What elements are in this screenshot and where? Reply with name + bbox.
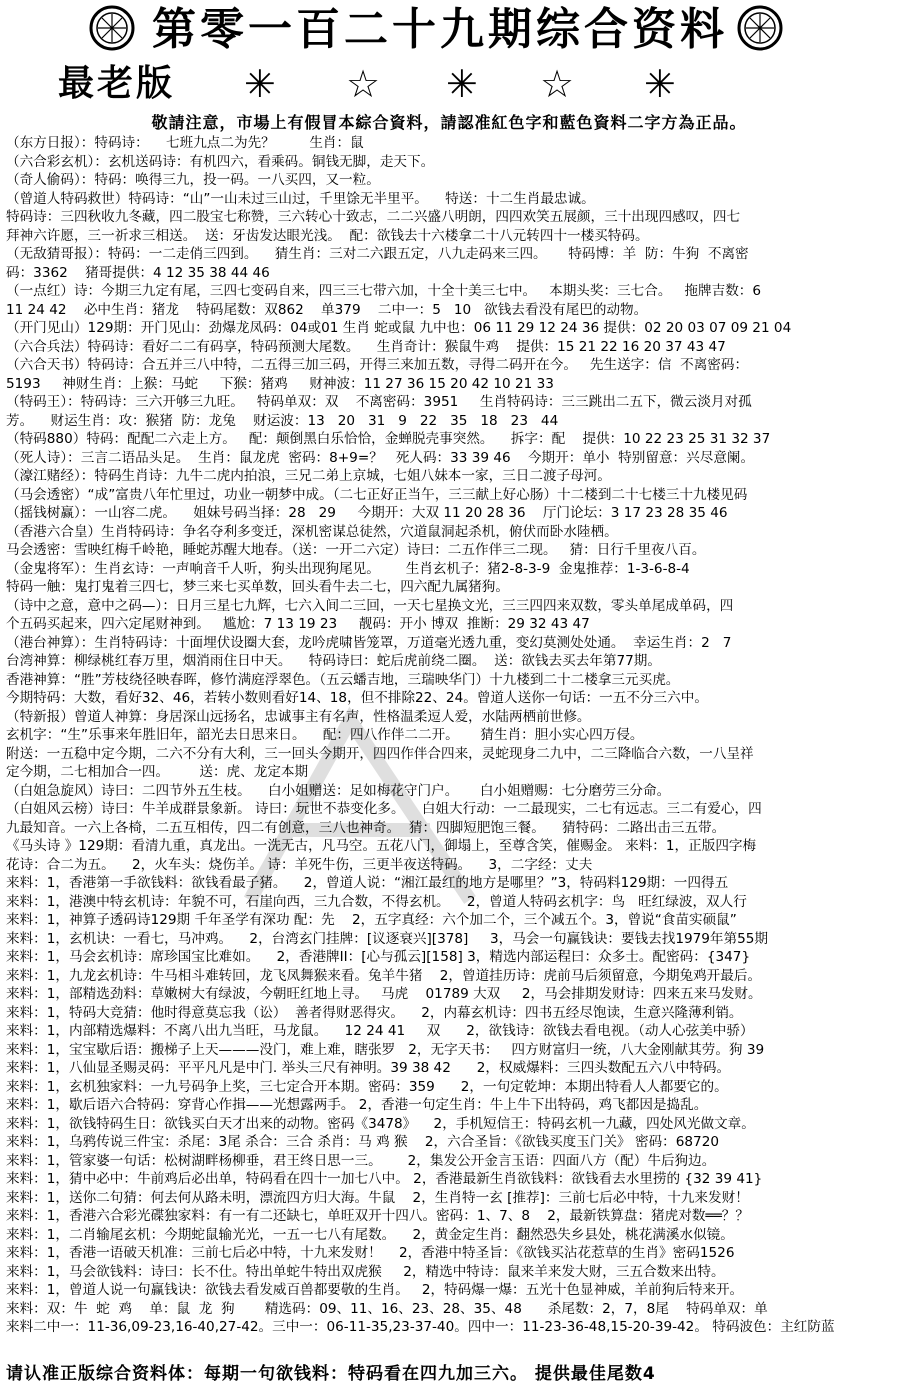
content-line: 特码诗：三四秋收九冬藏，四二股宝七称赞，三六转心十致志，二二兴盛八明朗，四四欢笑五展颜，三十出现四感叹，四七 <box>6 209 741 225</box>
content-line: （曾道人特码救世）特码诗：“山”一山未过三山过，千里馀无半里平。 特送：十二生肖最忠诚。 <box>6 190 595 207</box>
content-line: 来料：1，猜中必中：牛前鸡后必出单，特码看在四十一加七八中。 2，香港最新生肖欲钱料：欲钱看去水里捞的 {32 39 41} <box>6 1171 763 1187</box>
content-line: （无敌猜哥报）：特码：一二走俏三四到。 猜生肖：三对二六跟五定，八九走码来三四。 特码博：羊 防：牛狗 不离密 <box>6 246 749 262</box>
content-line: 《马头诗 》129期：看清九重，真龙出。一洗无古，凡马空。五花八门，御塌上，至尊含笑，催赐金。 来料：1，正版四字梅 <box>6 838 757 854</box>
content-line: 来料：1，马会玄机诗：席珍国宝比难如。 2，香港牌II：[心与孤云][158] 3，精选内部运程曰：众多士。配密码：{347} <box>6 949 751 965</box>
content-line: 特码一触：鬼打鬼着三四七，梦三来七买单数，回头看牛去二七，四六配九属猪狗。 <box>6 579 509 595</box>
content-line: 玄机字：“生”乐事来年胜旧年，韶光去日思来日。 配：四八作伴二二开。 猜生肖：胆小实心四万侵。 <box>6 727 644 743</box>
content-line: （特码王）：特码诗：三六开够三九旺。 特码单双：双 不离密码：3951 生肖特码诗：三三跳出二五下，微云淡月对孤 <box>6 394 752 410</box>
star-burst-icon: ✳ <box>644 62 676 106</box>
content-line: 来料：1，曾道人说一句赢钱诀：欲钱去看发威百兽都要敬的生肖。 2，特码爆一爆：五光十色显神威，羊前狗后特来开。 <box>6 1282 744 1298</box>
star-burst-icon: ✳ <box>244 62 276 106</box>
page-title: 第零一百二十九期综合资料 <box>152 4 728 55</box>
content-line: （诗中之意，意中之码—）：日月三星七九辉，七六入间二三回，一天七星换文光，三三四四来双数，零头单尾成单码，四 <box>6 597 734 614</box>
content-line: 来料：1，部精选劲料：草嫩树大有绿波，今朝旺红地上寻。 马虎 01789 大双 2，马会排期发财诗：四来五来马发财。 <box>6 986 762 1002</box>
header <box>0 0 898 60</box>
content-line: 来料：1，九龙玄机诗：牛马相斗难转回，龙飞凤舞猴来看。兔羊牛猪 2，曾道挂历诗：虎前马后须留意，今期兔鸡开最后。 <box>6 967 762 984</box>
content-line: 来料：1，内部精选爆料：不离八出九当旺，马龙鼠。 12 24 41 双 2，欲钱诗：欲钱去看电视。（动人心弦美中骄） <box>6 1023 754 1039</box>
content-line: 来料：1，港澳中特玄机诗：年貌不可，石崖向西，三九合数，不得玄机。 2，曾道人特码玄机字：鸟 旺红绿波，双人行 <box>6 893 747 910</box>
content-line: （白姐风云榜）诗曰：牛羊成群景象新。 诗曰：玩世不恭变化多。 白姐大行动：一二最现实，二七有远志。三二有爱心，四 <box>6 801 762 817</box>
content-line: 来料：1，神算子透码诗129期 千年圣学有深功 配：先 2，五字真经：六个加二个，三个减五个。3，曾说“食苗实硕鼠” <box>6 912 737 928</box>
star-burst-icon: ✳ <box>446 62 478 106</box>
content-line: 个五码买起来，四六定尾财神到。 尴尬：7 13 19 23 靓码：开小 博双 推断：29 32 43 47 <box>6 616 590 632</box>
logo-seal-icon <box>736 4 784 52</box>
content-line: 来料：1，欲钱特码生日：欲钱买白天才出来的动物。密码《3478》 2，手机短信王：特码玄机一九藏，四处风光做文章。 <box>6 1115 755 1132</box>
content-line: （金鬼将军）：生肖玄诗：一声响音千人听，狗头出现狗尾见。 生肖玄机子：猪2-8-3-9 金鬼推荐：1-3-6-8-4 <box>6 560 690 577</box>
content-line: 来料：1，二肖输尾玄机：今期蛇鼠输光光，一五一七八有尾数。 2，黄金定生肖：翻然恐失乡县处，桃花满溪水似镜。 <box>6 1226 734 1243</box>
content-line: 来料：1，送你二句猜：何去何从路未明，漂流四方归大海。牛鼠 2，生肖特一玄 [推荐]：三前七后必中特，十九来发财！ <box>6 1189 749 1206</box>
content-line: （死人诗）：三言二语品头足。 生肖：鼠龙虎 密码：8+9=？ 死人码：33 39 46 今期开：单小 特别留意：兴尽意阑。 <box>6 449 755 466</box>
content-line: （香港六合皇）生肖特码诗：争名夺利多变迁，深机密谋总徒然，穴道鼠洞起杀机，俯伏而卧水陸栖。 <box>6 523 618 540</box>
footer-banner: 请认准正版综合资料体：每期一句欲钱料：特码看在四九加三六。 提供最佳尾数4 <box>6 1364 656 1384</box>
content-line: 台湾神算：柳绿桃红春万里，烟消雨住日中天。 特码诗曰：蛇后虎前绕二圈。 送：欲钱去买去年第77期。 <box>6 653 661 669</box>
content-line: 来料：1，宝宝歇后语：搬梯子上天———没门，难上难，瞎张罗 2，无字天书： 四方财富归一统，八大金刚献其劳。狗 39 <box>6 1041 765 1058</box>
star-outline-icon: ☆ <box>540 62 575 106</box>
content-line: 来料：1，特码大竞猜：他时得意莫忘我（讼） 善者得财恶得灾。 2，内幕玄机诗：四书五经尽饱读，生意兴隆薄利销。 <box>6 1004 743 1021</box>
content-line: 来料：1，香港第一手欲钱料：欲钱看最子猪。 2，曾道人说：“湘江最红的地方是哪里？”3，特码料129期：一四得五 <box>6 875 729 891</box>
content-body <box>6 134 892 1356</box>
content-line: 香港神算：“胜”芳枝绕径映春晖，修竹满庭浮翠色。（五云蟠吉地，三瑞映华门）十九楼到二十二楼拿三元买虎。 <box>6 671 680 688</box>
content-line: 花诗：合二为五。 2，火车头：烧伤羊。 诗：羊死牛伤，三更半夜送特码。 3，二字经：丈夫 <box>6 856 593 873</box>
content-line: 来料：1，香港一语破天机准：三前七后必中特，十九来发财！ 2，香港中特圣旨：《欲钱买沾花惹草的生肖》密码1526 <box>6 1245 735 1261</box>
content-line: 11 24 42 必中生肖：猪龙 特码尾数：双862 单379 二中一：5 10 欲钱去看没有尾巴的动物。 <box>6 301 648 318</box>
content-line: （特新报）曾道人神算：身居深山远扬名，忠诚事主有名声，性格温柔逗人爱，水陆两栖前世修。 <box>6 708 591 725</box>
content-line: 马会透密：雪映红梅千岭艳，睡蛇苏醒大地春。（送：一开二六定）诗曰：二五作伴三二现。 猜：日行千里夜八百。 <box>6 542 706 558</box>
content-line: 5193 神财生肖：上猴：马蛇 下猴：猪鸡 财神波：11 27 36 15 20 42 10 21 33 <box>6 375 554 392</box>
content-line: 今期特码：大数，看好32、46，若转小数则看好14、18，但不排除22、24。曾道人送你一句话：一五不分三六中。 <box>6 690 708 706</box>
star-outline-icon: ☆ <box>346 62 381 106</box>
authenticity-notice: 敬請注意，市場上有假冒本綜合資料，請認准紅色字和藍色資料二字方為正品。 <box>151 113 747 132</box>
content-line: （特码880）特码：配配二六走上方。 配：颠倒黑白乐恰恰，金蝉脱壳事突然。 拆字：配 提供：10 22 23 25 31 32 37 <box>6 431 771 447</box>
content-line: 来料：1，管家婆一句话：松树湖畔杨柳垂，君王终日思一三。 2，集发公开金言玉语：四面八方（配）牛后狗边。 <box>6 1152 716 1169</box>
content-line: 来料：1，歇后语六合特码：穿背心作揖——光想露两手。 2，香港一句定生肖：牛上牛下出特码，鸡飞都因是捣乱。 <box>6 1097 708 1113</box>
content-line: 拜神六许愿，三一祈求三相送。 送：牙齿发达眼光浅。 配：欲钱去十六楼拿二十八元转四十一楼买特码。 <box>6 227 649 244</box>
content-line: （六合彩玄机）：玄机送码诗：有机四六，看乘码。铜钱无脚，走天下。 <box>6 153 435 170</box>
content-line: 来料二中一：11-36,09-23,16-40,27-42。三中一：06-11-35,23-37-40。四中一：11-23-36-48,15-20-39-42。 特码波色：主红防蓝 <box>6 1319 835 1335</box>
content-line: 码：3362 猪哥提供：4 12 35 38 44 46 <box>6 264 270 281</box>
content-line: 来料：1，乌鸦传说三件宝：杀尾：3尾 杀合：三合 杀肖：马 鸡 猴 2，六合圣旨：《欲钱买度玉门关》 密码：68720 <box>6 1134 719 1150</box>
content-line: （一点红）诗：今期三九定有尾，三四七变码自来，四三三七带六加，十全十美三七中。 本期头奖：三七合。 拖牌吉数：6 <box>6 283 762 299</box>
content-line: 来料：1，八仙显圣赐灵码：平平凡凡是中门. 举头三尺有神明。39 38 42 2，权威爆料：三四头数配五六八中特码。 <box>6 1060 731 1076</box>
content-line: 来料：1，马会欲钱料：诗曰：长不仕。特出单蛇牛特出双虎猴 2，精选中特诗：鼠来羊来发大财，三五合数来出特。 <box>6 1263 725 1280</box>
content-line: 来料：1，玄机独家料：一九号码争上奖，三七定合开本期。密码：359 2，一句定乾坤：本期出特看人人都要它的。 <box>6 1078 728 1095</box>
content-line: （开门见山）129期：开门见山：劲爆龙凤码：04或01 生肖 蛇或鼠 九中也：06 11 29 12 24 36 提供：02 20 03 07 09 21 04 <box>6 320 792 336</box>
content-line: 来料：1，玄机诀：一看七，马冲鸡。 2，台湾玄门挂牌：[议逐衰兴][378] 3，马会一句赢钱诀：要钱去找1979年第55期 <box>6 930 769 947</box>
content-line: （东方日报）：特码诗： 七班九点二为先？ 生肖：鼠 <box>6 135 364 151</box>
content-line: （六合天书）特码诗：合五并三八中特，二五得三加三码，开得三来加五数，寻得二码开在今。 先生送字：信 不离密码： <box>6 357 749 373</box>
content-line: （马会透密）“成”富贵八年忙里过，功业一朝梦中成。（二七正好正当午，三三献上好心肠）十二楼到二十七楼三十九楼见码 <box>6 486 748 503</box>
edition-label: 最老版 <box>58 63 176 104</box>
content-line: （六合兵法）特码诗：看好二二有码享，特码预测大尾数。 生肖奇计：猴鼠牛鸡 提供：15 21 22 16 20 37 43 47 <box>6 338 726 355</box>
logo-seal-icon <box>88 4 136 52</box>
content-line: 定今期，二七相加合一四。 送：虎、龙定本期 <box>6 764 309 780</box>
content-line: 附送：一五稳中定今期，二六不分有大利，三一回头今期开，四四作伴合四来，灵蛇现身二九中，二三降临合六数，一八呈祥 <box>6 745 754 762</box>
content-line: 芳。 财运生肖：攻：猴猪 防：龙兔 财运波：13 20 31 9 22 35 18 23 44 <box>6 412 559 429</box>
edition-row <box>0 60 898 110</box>
content-line: （摇钱树赢）：一山容二虎。 姐妹号码当择：28 29 今期开：大双 11 20 28 36 厅门论坛：3 17 23 28 35 46 <box>6 505 728 521</box>
content-line: （港台神算）：生肖特码诗：十面埋伏设圈大套，龙吟虎啸皆笼罩，万道毫光透九重，变幻莫测处处通。 幸运生肖：2 7 <box>6 634 732 651</box>
content-line: 来料：双：牛 蛇 鸡 单：鼠 龙 狗 精选码：09、11、16、23、28、35、48 杀尾数：2，7，8尾 特码单双：单 <box>6 1300 768 1317</box>
content-line: 来料：1，香港六合彩光碟独家料：有一有二还缺七，单旺双开十四八。密码：1、7、8 2，最新铁算盘：猪虎对数══？？ <box>6 1208 749 1224</box>
content-line: （白姐急旋风）诗曰：二四节外五生枝。 白小姐赠送：足如梅花守门户。 白小姐赠赐：七分磨劳三分命。 <box>6 782 671 799</box>
content-line: 九最知音。一六上各椅，二五互相传，四二有创意，三八也神奇。 猜：四脚短肥饱三餐。 猜特码：二路出击三五带。 <box>6 819 726 836</box>
content-line: （濠江赌经）：特码生肖诗：九牛二虎内拍浪，三兄二弟上京城，七姐八妹本一家，三日二渡子母河。 <box>6 468 611 484</box>
content-line: （奇人偷码）：特码：唤得三九，投一码。一八买四，又一粒。 <box>6 172 380 188</box>
